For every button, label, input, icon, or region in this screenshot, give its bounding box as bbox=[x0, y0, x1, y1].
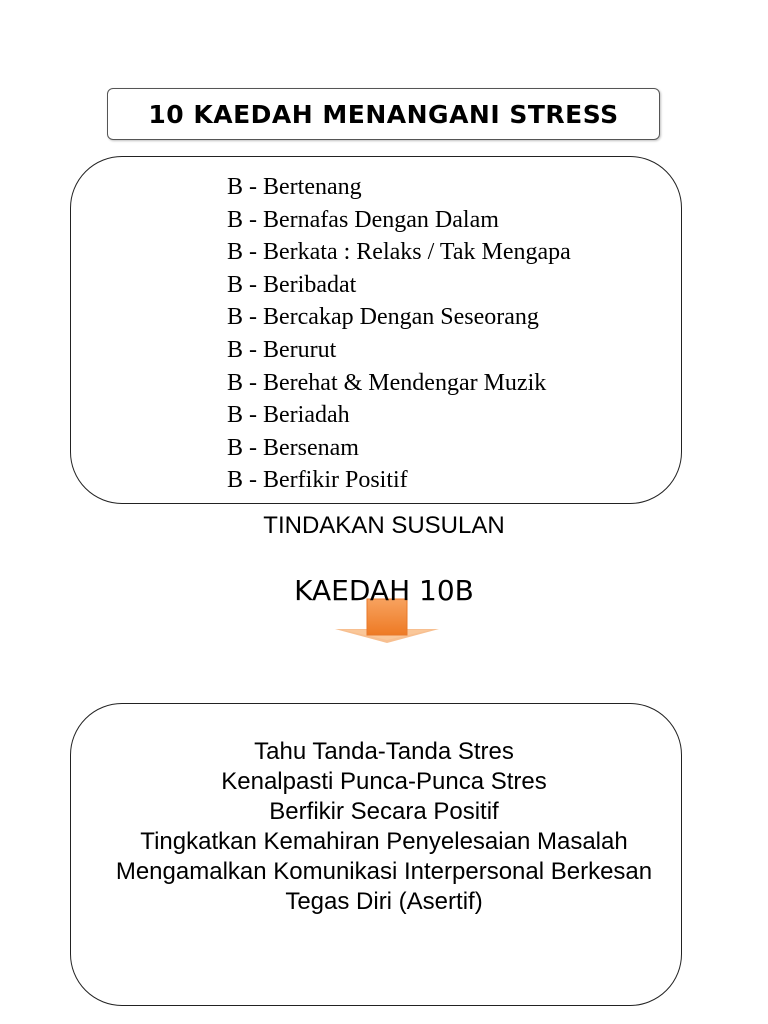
method-item: B - Beriadah bbox=[227, 402, 350, 429]
action-item: Tingkatkan Kemahiran Penyelesaian Masalah bbox=[140, 828, 628, 855]
methods-list bbox=[227, 171, 571, 497]
method-item: B - Beribadat bbox=[227, 271, 357, 298]
method-item: B - Bertenang bbox=[227, 174, 362, 200]
method-item: B - Bercakap Dengan Seseorang bbox=[227, 304, 539, 331]
method-item: B - Berehat & Mendengar Muzik bbox=[227, 369, 547, 396]
method-item: B - Berurut bbox=[227, 336, 337, 363]
action-item: Kenalpasti Punca-Punca Stres bbox=[221, 768, 547, 795]
page-title: 10 KAEDAH MENANGANI STRESS bbox=[148, 99, 619, 129]
method-item: B - Berkata : Relaks / Tak Mengapa bbox=[227, 239, 571, 266]
followup-label: TINDAKAN SUSULAN bbox=[263, 512, 505, 539]
method-item: B - Bersenam bbox=[227, 434, 359, 461]
action-item: Tahu Tanda-Tanda Stres bbox=[254, 738, 514, 765]
title-box bbox=[107, 88, 660, 140]
action-item: Mengamalkan Komunikasi Interpersonal Berkesan bbox=[115, 858, 653, 885]
actions-list bbox=[0, 737, 768, 917]
method-item: B - Berfikir Positif bbox=[227, 467, 408, 494]
action-item: Berfikir Secara Positif bbox=[269, 798, 499, 825]
method-item: B - Bernafas Dengan Dalam bbox=[227, 206, 499, 233]
action-item: Tegas Diri (Asertif) bbox=[285, 888, 483, 915]
kaedah-label: KAEDAH 10B bbox=[294, 574, 474, 607]
